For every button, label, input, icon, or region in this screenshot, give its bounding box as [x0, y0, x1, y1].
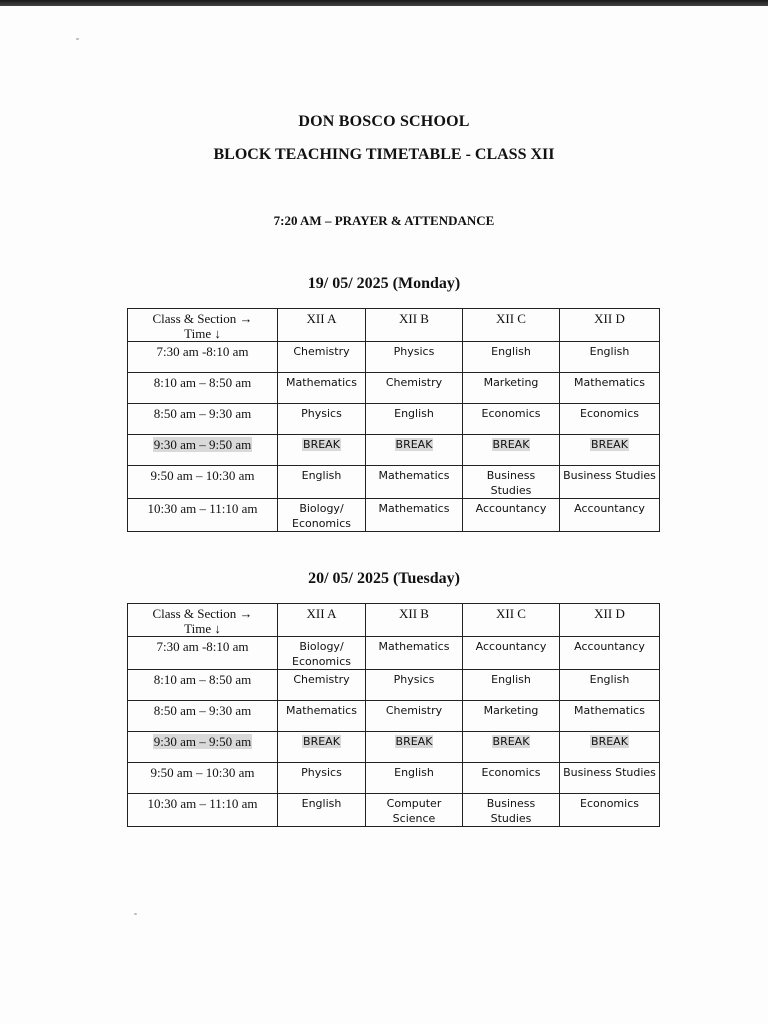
corner-header-line1: Class & Section → — [152, 311, 253, 326]
subject-cell: English — [366, 404, 463, 435]
subject-cell: Biology/ Economics — [278, 499, 366, 532]
scan-speck — [76, 38, 79, 40]
time-cell: 9:50 am – 10:30 am — [128, 763, 278, 794]
subject-cell: Accountancy — [463, 499, 560, 532]
subject-cell: Accountancy — [463, 637, 560, 670]
subject-cell: Mathematics — [278, 373, 366, 404]
section-header: XII A — [278, 604, 366, 637]
table-row — [128, 763, 660, 794]
subject-cell: Mathematics — [560, 373, 660, 404]
corner-header — [128, 604, 278, 637]
table-row — [128, 670, 660, 701]
subject-cell: Chemistry — [278, 670, 366, 701]
break-label: BREAK — [492, 735, 530, 748]
subject-cell: English — [560, 342, 660, 373]
subject-cell: Accountancy — [560, 637, 660, 670]
subject-cell: Economics — [560, 404, 660, 435]
time-cell: 7:30 am -8:10 am — [128, 342, 278, 373]
subject-cell: Marketing — [463, 701, 560, 732]
break-label: BREAK — [591, 735, 628, 748]
subject-cell: Physics — [278, 763, 366, 794]
corner-header — [128, 309, 278, 342]
corner-header-line1: Class & Section → — [152, 606, 253, 621]
section-header: XII D — [560, 604, 660, 637]
time-cell: 8:50 am – 9:30 am — [128, 404, 278, 435]
subject-cell: English — [463, 342, 560, 373]
break-cell — [278, 435, 366, 466]
table-row — [128, 499, 660, 532]
section-header: XII D — [560, 309, 660, 342]
table-row — [128, 637, 660, 670]
subject-cell: English — [366, 763, 463, 794]
section-header: XII C — [463, 604, 560, 637]
subject-cell: English — [278, 466, 366, 499]
subject-cell: Business Studies — [463, 794, 560, 827]
break-label: BREAK — [395, 735, 433, 748]
subject-cell: English — [278, 794, 366, 827]
subject-cell: Economics — [463, 763, 560, 794]
break-cell — [463, 732, 560, 763]
break-label: BREAK — [492, 438, 530, 451]
break-label: BREAK — [591, 438, 628, 451]
scan-top-edge — [0, 0, 768, 6]
time-cell: 8:10 am – 8:50 am — [128, 670, 278, 701]
time-cell — [128, 435, 278, 466]
break-row — [128, 435, 660, 466]
break-cell — [278, 732, 366, 763]
subject-cell: Economics — [560, 794, 660, 827]
subject-cell: Chemistry — [366, 373, 463, 404]
subject-cell: Mathematics — [366, 637, 463, 670]
time-cell: 9:50 am – 10:30 am — [128, 466, 278, 499]
subject-cell: Chemistry — [366, 701, 463, 732]
subject-cell: Physics — [366, 670, 463, 701]
time-cell: 7:30 am -8:10 am — [128, 637, 278, 670]
corner-header-line2: Time ↓ — [184, 326, 221, 341]
break-cell — [560, 732, 660, 763]
table-row — [128, 701, 660, 732]
day-heading-monday: 19/ 05/ 2025 (Monday) — [307, 275, 461, 292]
document-title: BLOCK TEACHING TIMETABLE - CLASS XII — [213, 146, 555, 163]
timetable-tuesday — [127, 603, 660, 827]
subject-cell: Physics — [278, 404, 366, 435]
header-row — [128, 309, 660, 342]
table-row — [128, 794, 660, 827]
break-cell — [366, 732, 463, 763]
subject-cell: English — [463, 670, 560, 701]
table-row — [128, 404, 660, 435]
time-cell: 10:30 am – 11:10 am — [128, 499, 278, 532]
break-row — [128, 732, 660, 763]
subject-cell: Economics — [463, 404, 560, 435]
break-cell — [463, 435, 560, 466]
table-row — [128, 466, 660, 499]
corner-header-line2: Time ↓ — [184, 621, 221, 636]
table-row — [128, 373, 660, 404]
subject-cell: Business Studies — [560, 763, 660, 794]
break-time-highlight: 9:30 am – 9:50 am — [153, 437, 252, 452]
subject-cell: Marketing — [463, 373, 560, 404]
header-row — [128, 604, 660, 637]
subject-cell: Mathematics — [560, 701, 660, 732]
subject-cell: Physics — [366, 342, 463, 373]
break-cell — [366, 435, 463, 466]
section-header: XII B — [366, 309, 463, 342]
time-cell — [128, 732, 278, 763]
subject-cell: Mathematics — [366, 499, 463, 532]
subject-cell: Chemistry — [278, 342, 366, 373]
time-cell: 8:50 am – 9:30 am — [128, 701, 278, 732]
break-label: BREAK — [303, 438, 340, 451]
subject-cell: Mathematics — [366, 466, 463, 499]
day-heading-tuesday: 20/ 05/ 2025 (Tuesday) — [308, 570, 460, 587]
school-name: DON BOSCO SCHOOL — [298, 113, 470, 130]
subject-cell: Business Studies — [463, 466, 560, 499]
time-cell: 8:10 am – 8:50 am — [128, 373, 278, 404]
break-time-highlight: 9:30 am – 9:50 am — [153, 734, 252, 749]
prayer-time: 7:20 AM – PRAYER & ATTENDANCE — [273, 213, 495, 228]
time-cell: 10:30 am – 11:10 am — [128, 794, 278, 827]
subject-cell: Accountancy — [560, 499, 660, 532]
section-header: XII B — [366, 604, 463, 637]
subject-cell: Mathematics — [278, 701, 366, 732]
subject-cell: Computer Science — [366, 794, 463, 827]
scan-speck — [134, 913, 137, 915]
subject-cell: Biology/ Economics — [278, 637, 366, 670]
section-header: XII A — [278, 309, 366, 342]
break-cell — [560, 435, 660, 466]
subject-cell: English — [560, 670, 660, 701]
section-header: XII C — [463, 309, 560, 342]
table-row — [128, 342, 660, 373]
break-label: BREAK — [303, 735, 340, 748]
timetable-monday — [127, 308, 660, 532]
subject-cell: Business Studies — [560, 466, 660, 499]
break-label: BREAK — [395, 438, 433, 451]
